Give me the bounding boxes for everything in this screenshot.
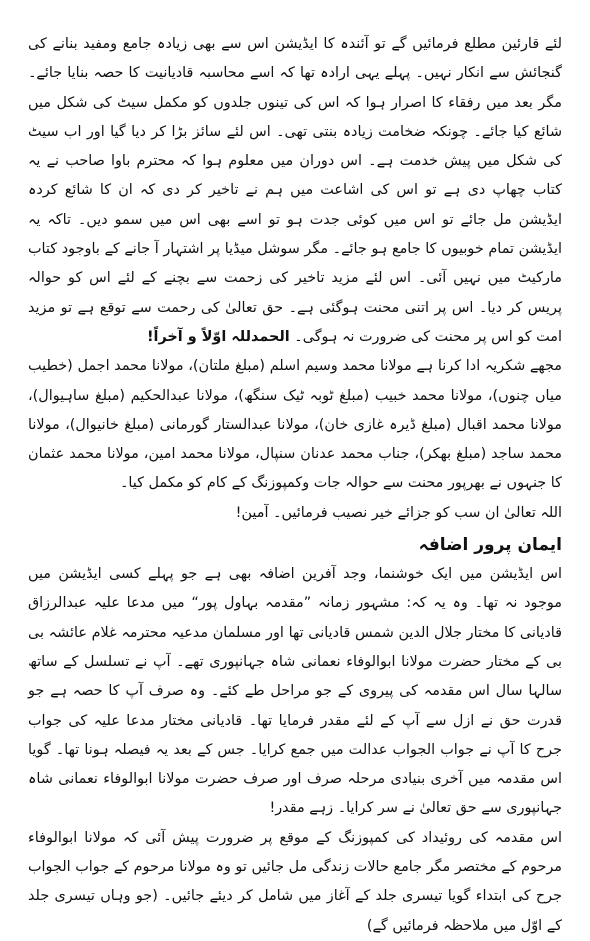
paragraph-thanks: مجھے شکریہ ادا کرنا ہے مولانا محمد وسیم اسلم (مبلغ ملتان)، مولانا محمد اجمل (خطیب میاں چنوں)، مولانا محمد خبیب (مبلغ ٹوبہ ٹیک سنگھ)، مولانا عبدالحکیم (مبلغ ساہیوال)، مولانا محمد اقبال (مبلغ ڈیرہ غازی خان)، مولانا عبدالستار گورمانی (مبلغ خانیوال)، مولانا محمد ساجد (مبلغ بھکر)، جناب محمد عدنان سنپال، مولانا محمد امین، مولانا محمد عثمان کا جنہوں نے بھرپور محنت سے حوالہ جات وکمپوزنگ کے کام کو مکمل کیا۔ xyxy=(28,358,562,492)
paragraph-addition: اس ایڈیشن میں ایک خوشنما، وجد آفرین اضافہ بھی ہے جو پہلے کسی ایڈیشن میں موجود نہ تھا۔ وہ یہ کہ: مشہور زمانہ ”مقدمہ بہاول پور“ میں مدعا علیہ عبدالرزاق قادیانی کا مختار جلال الدین شمس قادیانی تھا اور مسلمان مدعیہ محترمہ غلام عائشہ بی بی کے مختار حضرت مولانا ابوالوفاء نعمانی شاہ جہانپوری تھے۔ آپ نے تسلسل کے ساتھ سالہا سال اس مقدمہ کی پیروی کے جو مراحل طے کئے۔ وہ صرف آپ کا حصہ ہے جو قدرت حق نے ازل سے آپ کے لئے مقدر فرمایا تھا۔ قادیانی مختار مدعا علیہ کی جواب جرح کا آپ نے جواب الجواب عدالت میں جمع کرایا۔ جس کے بعد یہ فیصلہ ہونا تھا۔ گویا اس مقدمہ میں آخری بنیادی مرحلہ صرف اور صرف حضرت مولانا ابوالوفاء نعمانی شاہ جہانپوری سے حق تعالیٰ نے سر کرایا۔ زہے مقدر! xyxy=(28,566,562,817)
closing-phrase: الحمدللہ اوّلاً و آخراً! xyxy=(146,328,290,345)
section-heading: ایمان پرور اضافہ xyxy=(418,535,562,556)
paragraph-prayer: اللہ تعالیٰ ان سب کو جزائے خیر نصیب فرمائیں۔ آمین! xyxy=(235,504,562,521)
paragraph-intro-text: لئے قارئین مطلع فرمائیں گے تو آئندہ کا ایڈیشن اس سے بھی زیادہ جامع ومفید بنانے کی گنجائش سے انکار نہیں۔ پہلے یہی ارادہ تھا کہ اسے محاسبہ قادیانیت کا حصہ بنایا جائے۔ مگر بعد میں رفقاء کا اصرار ہوا کہ اس کی تینوں جلدوں کو مکمل سیٹ کی شکل میں شائع کیا جائے۔ چونکہ ضخامت زیادہ بنتی تھی۔ اس لئے سائز بڑا کر دیا گیا اور اب سیٹ کی شکل میں پیش خدمت ہے۔ اس دوران میں معلوم ہوا کہ محترم باوا صاحب نے یہ کتاب چھاپ دی ہے تو اس کی اشاعت میں ہم نے تاخیر کر دی کہ ان کا شائع کردہ ایڈیشن مل جائے تو اس میں کوئی جدت ہو تو اسے بھی اس میں سمو دیں۔ تاکہ یہ ایڈیشن تمام خوبیوں کا جامع ہو جائے۔ مگر سوشل میڈیا پر اشتہار آ جانے کے باوجود کتاب مارکیٹ میں نہیں آئی۔ اس لئے مزید تاخیر کی زحمت سے بچنے کے لئے اس کو حوالہ پریس کر دیا۔ اس پر اتنی محنت ہوگئی ہے۔ حق تعالیٰ کی رحمت سے توقع ہے تو مزید امت کو اس پر محنت کی ضرورت نہ ہوگی۔ xyxy=(28,36,562,345)
paragraph-intro xyxy=(28,30,562,352)
paragraph-final: اس مقدمہ کی روئیداد کی کمپوزنگ کے موقع پر ضرورت پیش آئی کہ مولانا ابوالوفاء مرحوم کے مختصر مگر جامع حالات زندگی مل جائیں تو وہ مولانا مرحوم کے جواب الجواب جرح کی ابتداء گویا تیسری جلد کے آغاز میں شامل کر دیئے جائیں۔ (جو وہاں تیسری جلد کے اوّل میں ملاحظہ فرمائیں گے) xyxy=(28,829,562,934)
